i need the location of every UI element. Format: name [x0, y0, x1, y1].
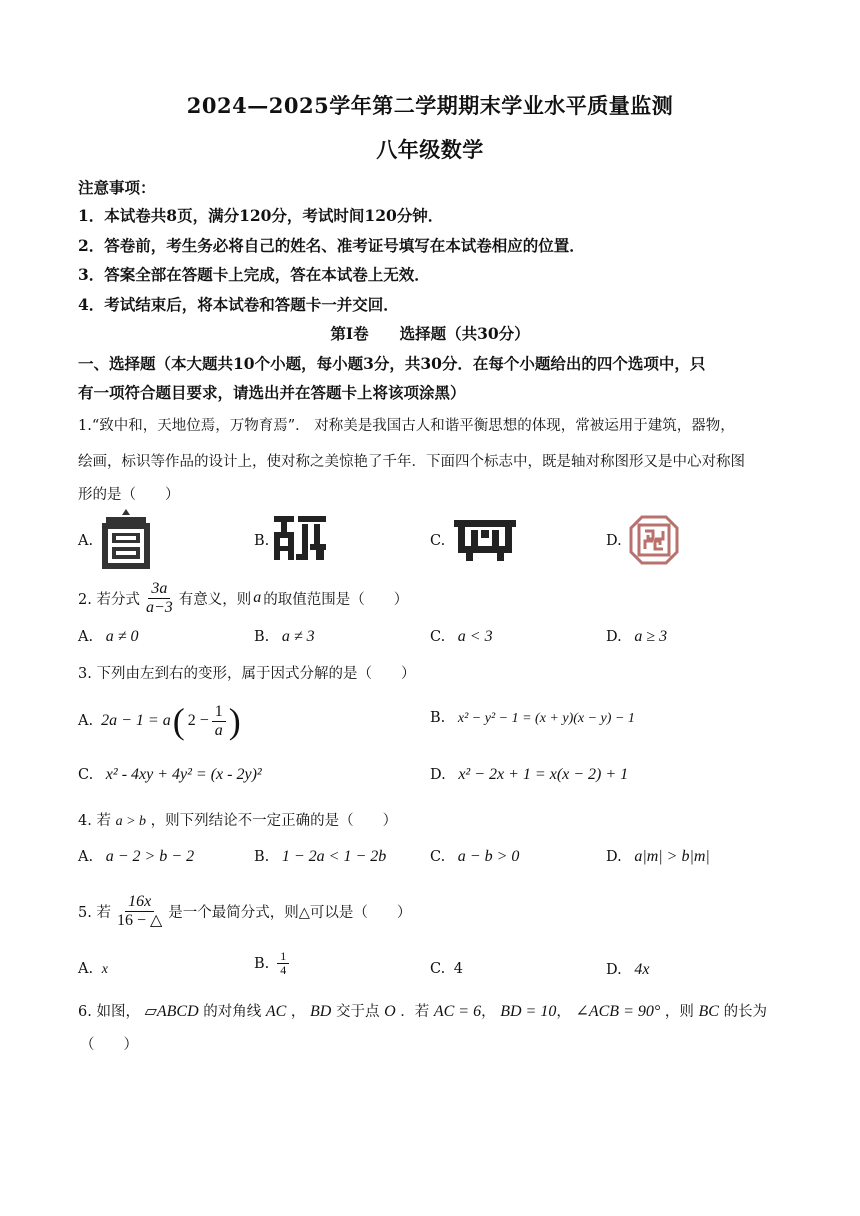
q3-stem: 3. 下列由左到右的变形，属于因式分解的是（ ） [78, 666, 416, 682]
q6-line-1: 6. 如图， ▱ABCD 的对角线 AC ， BD 交于点 O ．若 AC = 6， BD = 10， ∠ACB = 90° ，则 BC 的长为 [78, 1003, 768, 1020]
q3-option-c: C. x² - 4xy + 4y² = (x - 2y)² [78, 766, 262, 783]
q1-option-b-label: B. [254, 533, 270, 549]
q4-option-c: C. a − b > 0 [430, 848, 520, 865]
q4-option-a: A. a − 2 > b − 2 [78, 848, 195, 865]
q5-option-d: D. 4x [606, 961, 650, 978]
q3-option-a: A. 2a − 1 = a ( 2 − $\frac{1}{a}$ ) [78, 701, 241, 741]
q2-var: a [253, 589, 262, 607]
q5-option-c: C. 4 [430, 961, 464, 977]
q2-option-c: C. a < 3 [430, 628, 493, 645]
q4-option-b: B. 1 − 2a < 1 − 2b [254, 848, 387, 865]
q5-option-b: B. $\frac{1}{4}$ [254, 950, 292, 977]
q4-option-d: D. a|m| > b|m| [606, 848, 710, 865]
q2-fraction [143, 580, 176, 616]
q2-option-d: D. a ≥ 3 [606, 628, 668, 645]
notice-heading: 注意事项： [78, 178, 156, 197]
exam-subtitle: 八年级数学 [376, 137, 484, 162]
q2-stem [78, 580, 408, 616]
notice-item-3: 3．答案全部在答题卡上完成，答在本试卷上无效． [78, 265, 430, 284]
section-instruction-2: 有一项符合题目要求，请选出并在答题卡上将该项涂黑） [78, 383, 466, 402]
notice-item-4: 4．考试结束后，将本试卷和答题卡一并交回． [78, 295, 399, 314]
logo-c-icon [452, 518, 518, 562]
logo-b-icon [272, 514, 328, 564]
q1-option-c-label: C. [430, 533, 446, 549]
q5-option-a: A. x [78, 961, 108, 977]
q2-suffix-a: 有意义，则 [178, 591, 252, 608]
q1-line-2: 绘画，标识等作品的设计上，使对称之美惊艳了千年．下面四个标志中，既是轴对称图形又是中心对称图 [78, 454, 745, 470]
logo-d-icon [628, 514, 680, 566]
q1-option-d-label: D. [606, 533, 622, 549]
q6-line-2: （ ） [80, 1037, 138, 1053]
q5-stem: 5. 若 $\frac{16x}{16 - \triangle}$ 是一个最简分式，则△可以是（ ） [78, 893, 412, 929]
notice-item-2: 2．答卷前，考生务必将自己的姓名、准考证号填写在本试卷相应的位置． [78, 236, 585, 255]
q1-line-3: 形的是（ ） [78, 487, 180, 503]
section-title: 第Ⅰ卷 选择题（共30分） [330, 324, 530, 343]
q3-option-b: B. x² − y² − 1 = (x + y)(x − y) − 1 [430, 710, 635, 726]
q1-option-a-label: A. [78, 533, 94, 549]
q1-line-1: 1.“致中和，天地位焉，万物育焉”． 对称美是我国古人和谐平衡思想的体现，常被运用于建筑，器物， [78, 418, 735, 434]
notice-item-1: 1．本试卷共8页，满分120分，考试时间120分钟． [78, 206, 444, 225]
logo-a-icon [100, 507, 152, 571]
q2-frac-den: a−3 [145, 598, 173, 616]
q2-prefix: 2. 若分式 [78, 591, 140, 608]
q2-option-b: B. a ≠ 3 [254, 628, 315, 645]
q3-option-d: D. x² − 2x + 1 = x(x − 2) + 1 [430, 766, 629, 783]
exam-title: 2024—2025学年第二学期期末学业水平质量监测 [186, 93, 674, 118]
q2-suffix-b: 的取值范围是（ ） [263, 591, 409, 608]
q2-option-a: A. a ≠ 0 [78, 628, 139, 645]
q4-stem: 4. 若 a > b ，则下列结论不一定正确的是（ ） [78, 813, 398, 829]
q2-frac-num: 3a [148, 580, 170, 599]
section-instruction-1: 一、选择题（本大题共10个小题，每小题3分，共30分．在每个小题给出的四个选项中，只 [78, 354, 706, 373]
